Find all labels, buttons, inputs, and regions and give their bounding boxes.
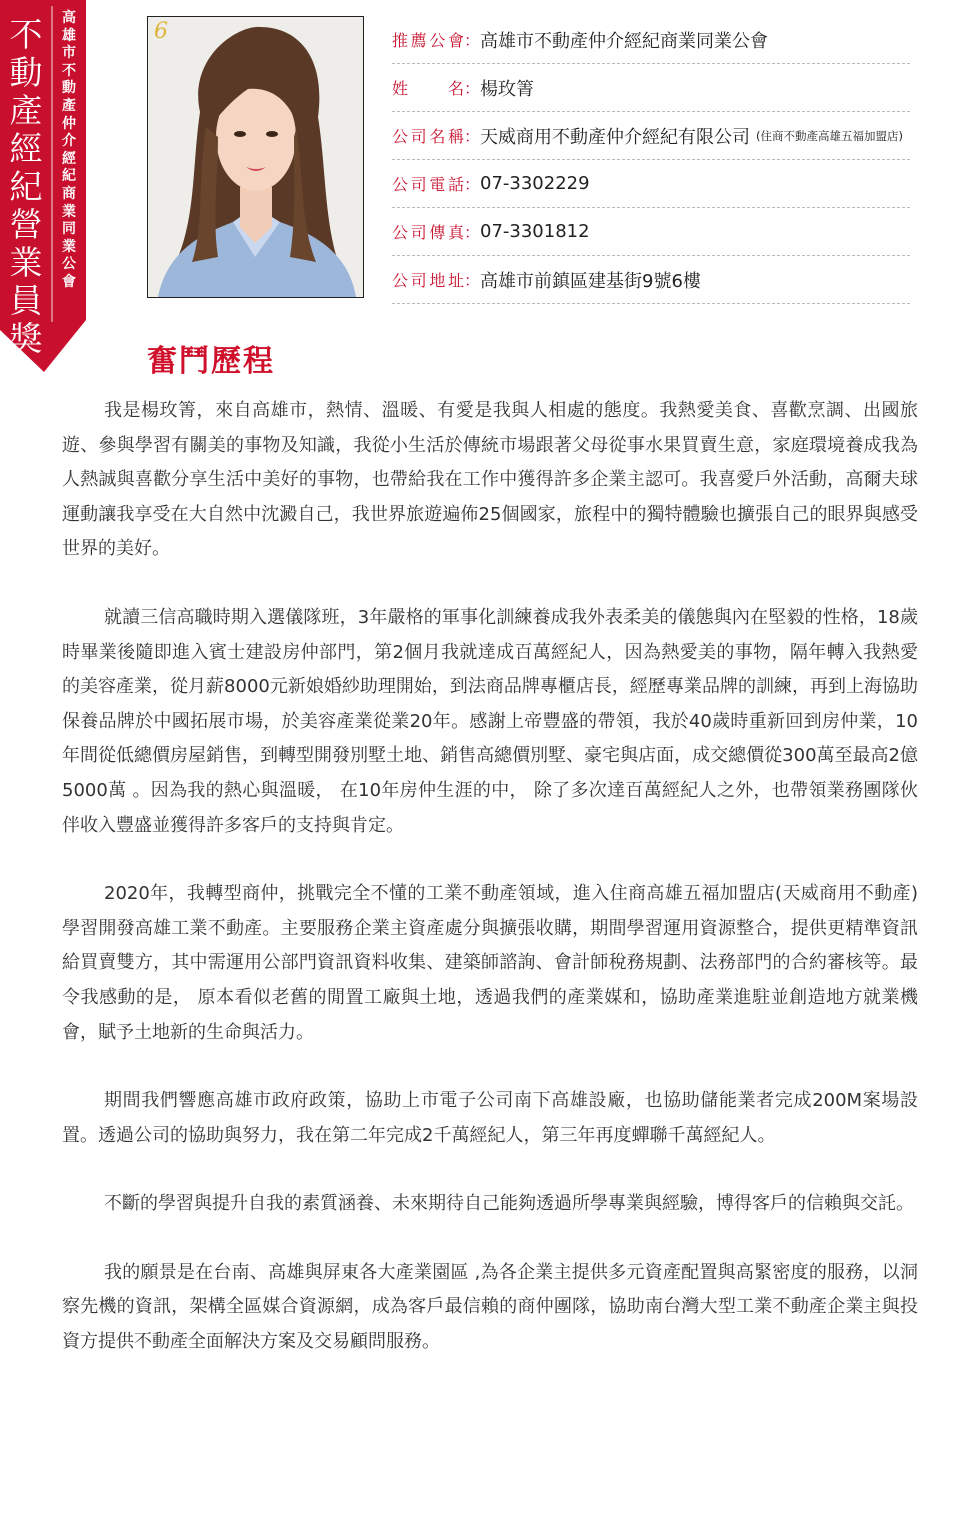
info-row-association [392,16,910,64]
info-colon: ： [464,175,481,194]
award-title: 不動產經紀營業員獎 [9,15,43,358]
info-row-phone [392,160,910,208]
paragraph: 2020年，我轉型商仲，挑戰完全不懂的工業不動產領域，進入住商高雄五福加盟店(天威商用不動產) 學習開發高雄工業不動產。主要服務企業主資產處分與擴張收購，期間學習運用資源整合，提供更精準資訊給買賣雙方，其中需運用公部門資訊資料收集、建築師諮詢、會計師稅務規劃、法務部門的合約審核等。最令我感動的是， 原本看似老舊的閒置工廠與土地，透過我們的產業媒和，協助產業進駐並創造地方就業機會，賦予土地新的生命與活力。 [62,883,918,1043]
info-value: 楊玫箐 [480,78,534,100]
info-label: 公司名稱 [392,127,464,146]
info-colon: ： [464,223,481,242]
info-value: 高雄市不動產仲介經紀商業同業公會 [480,30,768,52]
info-list [392,16,910,304]
info-colon: ： [464,271,481,290]
paragraph: 不斷的學習與提升自我的素質涵養、未來期待自己能夠透過所學專業與經驗，博得客戶的信賴與交託。 [104,1193,914,1215]
info-row-fax [392,208,910,256]
paragraph: 就讀三信高職時期入選儀隊班，3年嚴格的軍事化訓練養成我外表柔美的儀態與內在堅毅的性格，18歲時畢業後隨即進入賓士建設房仲部門，第2個月我就達成百萬經紀人，因為熱愛美的事物，隔年轉入我熱愛的美容產業，從月薪8000元新娘婚紗助理開始，到法商品牌專櫃店長，經歷專業品牌的訓練，再到上海協助保養品牌於中國拓展市場，於美容產業從業20年。感謝上帝豐盛的帶領，我於40歲時重新回到房仲業，10年間從低總價房屋銷售，到轉型開發別墅土地、銷售高總價別墅、豪宅與店面，成交總價從300萬至最高2億5000萬 。因為我的熱心與溫暖， 在10年房仲生涯的中， 除了多次達百萬經紀人之外，也帶領業務團隊伙伴收入豐盛並獲得許多客戶的支持與肯定。 [62,606,918,836]
info-label: 推薦公會 [392,31,464,50]
info-value: 07-3302229 [480,173,590,194]
info-label: 姓名 [392,79,464,98]
info-row-address [392,256,910,304]
section-title: 奮鬥歷程 [147,344,275,379]
info-note: (住商不動產高雄五福加盟店) [756,128,903,143]
info-row-company [392,112,910,160]
paragraph: 我的願景是在台南、高雄與屏東各大產業園區 ,為各企業主提供多元資產配置與高緊密度的服務，以洞察先機的資訊，架構全區媒合資源網，成為客戶最信賴的商仲團隊，協助南台灣大型工業不動產企業主與投資方提供不動產全面解決方案及交易顧問服務。 [62,1261,918,1353]
article-body [62,394,918,1394]
info-value: 天威商用不動產仲介經紀有限公司 [480,126,750,148]
photo-watermark-icon: 6 [154,19,168,44]
info-label: 公司地址 [392,271,464,290]
award-banner [0,0,86,372]
info-colon: ： [464,79,481,98]
paragraph: 期間我們響應高雄市政府政策，協助上市電子公司南下高雄設廠，也協助儲能業者完成200M案場設置。透過公司的協助與努力，我在第二年完成2千萬經紀人，第三年再度蟬聯千萬經紀人。 [62,1090,918,1146]
info-label: 公司電話 [392,175,464,194]
info-label: 公司傳真 [392,223,464,242]
association-title: 高雄市不動產仲介經紀商業同業公會 [62,10,76,290]
paragraph: 我是楊玫箐，來自高雄市，熱情、溫暖、有愛是我與人相處的態度。我熱愛美食、喜歡烹調、出國旅遊、參與學習有關美的事物及知識，我從小生活於傳統市場跟著父母從事水果買賣生意，家庭環境養成我為人熱誠與喜歡分享生活中美好的事物，也帶給我在工作中獲得許多企業主認可。我喜愛戶外活動，高爾夫球運動讓我享受在大自然中沈澱自己，我世界旅遊遍佈25個國家，旅程中的獨特體驗也擴張自己的眼界與感受世界的美好。 [62,400,918,560]
info-row-name [392,64,910,112]
info-colon: ： [464,31,481,50]
info-colon: ： [464,127,481,146]
portrait-photo [147,16,364,298]
portrait-illustration [148,17,363,297]
info-value: 高雄市前鎮區建基街9號6樓 [480,270,701,292]
info-value: 07-3301812 [480,221,590,242]
